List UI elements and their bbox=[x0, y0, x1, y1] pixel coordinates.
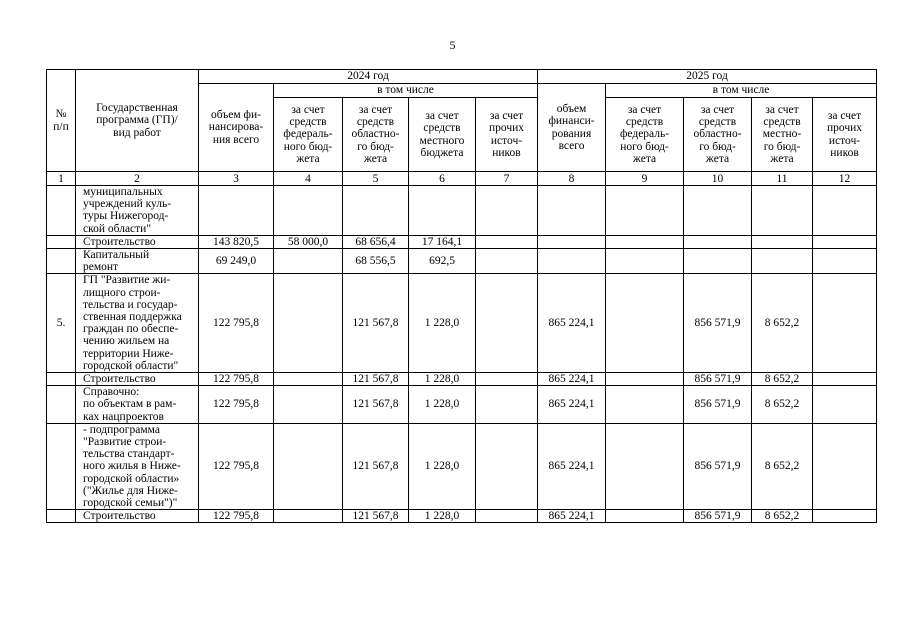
cell-total-2024 bbox=[199, 186, 274, 236]
cell-federal-2025 bbox=[606, 386, 684, 424]
cell-other-2024 bbox=[476, 235, 538, 248]
cell-local-2024: 1 228,0 bbox=[409, 510, 476, 523]
cell-total-2025: 865 224,1 bbox=[538, 274, 606, 373]
row-number bbox=[47, 249, 76, 274]
cell-local-2025: 8 652,2 bbox=[752, 274, 813, 373]
cell-total-2024: 122 795,8 bbox=[199, 274, 274, 373]
cell-local-2025: 8 652,2 bbox=[752, 373, 813, 386]
cell-regional-2024 bbox=[343, 186, 409, 236]
column-number: 7 bbox=[476, 172, 538, 186]
header-federal-2024: за счет средств федераль- ного бюд- жета bbox=[274, 98, 343, 172]
cell-regional-2025 bbox=[684, 235, 752, 248]
cell-regional-2025: 856 571,9 bbox=[684, 373, 752, 386]
column-number: 8 bbox=[538, 172, 606, 186]
cell-other-2025 bbox=[813, 510, 877, 523]
cell-local-2025 bbox=[752, 249, 813, 274]
cell-local-2025 bbox=[752, 235, 813, 248]
cell-local-2024 bbox=[409, 186, 476, 236]
cell-federal-2024 bbox=[274, 274, 343, 373]
column-number: 6 bbox=[409, 172, 476, 186]
cell-total-2025: 865 224,1 bbox=[538, 373, 606, 386]
header-federal-2025: за счет средств федераль- ного бюд- жета bbox=[606, 98, 684, 172]
row-name: Справочно: по объектам в рам- ках нацпроектов bbox=[76, 386, 199, 424]
cell-other-2025 bbox=[813, 386, 877, 424]
cell-local-2024: 1 228,0 bbox=[409, 373, 476, 386]
cell-other-2024 bbox=[476, 386, 538, 424]
row-number bbox=[47, 423, 76, 509]
cell-regional-2024: 68 556,5 bbox=[343, 249, 409, 274]
cell-federal-2024 bbox=[274, 373, 343, 386]
page-number: 5 bbox=[449, 38, 456, 52]
cell-federal-2024: 58 000,0 bbox=[274, 235, 343, 248]
cell-local-2024: 1 228,0 bbox=[409, 423, 476, 509]
table-row bbox=[47, 510, 877, 523]
cell-other-2024 bbox=[476, 510, 538, 523]
cell-federal-2025 bbox=[606, 423, 684, 509]
cell-federal-2024 bbox=[274, 186, 343, 236]
cell-total-2025: 865 224,1 bbox=[538, 423, 606, 509]
header-other-2024: за счет прочих источ- ников bbox=[476, 98, 538, 172]
cell-other-2025 bbox=[813, 186, 877, 236]
cell-regional-2024: 121 567,8 bbox=[343, 423, 409, 509]
cell-total-2024: 122 795,8 bbox=[199, 373, 274, 386]
cell-regional-2025: 856 571,9 bbox=[684, 423, 752, 509]
column-number: 11 bbox=[752, 172, 813, 186]
header-total-2025: объем финанси- рования всего bbox=[538, 84, 606, 172]
cell-local-2024: 1 228,0 bbox=[409, 386, 476, 424]
cell-other-2024 bbox=[476, 186, 538, 236]
cell-other-2024 bbox=[476, 423, 538, 509]
cell-total-2024: 143 820,5 bbox=[199, 235, 274, 248]
header-local-2024: за счет средств местного бюджета bbox=[409, 98, 476, 172]
cell-total-2025 bbox=[538, 235, 606, 248]
cell-local-2024: 17 164,1 bbox=[409, 235, 476, 248]
header-year-2024: 2024 год bbox=[199, 70, 538, 84]
cell-regional-2025: 856 571,9 bbox=[684, 510, 752, 523]
cell-federal-2025 bbox=[606, 373, 684, 386]
row-number bbox=[47, 373, 76, 386]
cell-other-2025 bbox=[813, 423, 877, 509]
header-local-2025: за счет средств местно- го бюд- жета bbox=[752, 98, 813, 172]
cell-regional-2024: 121 567,8 bbox=[343, 386, 409, 424]
row-name: ГП "Развитие жи- лищного строи- тельства и государ- ственная поддержка граждан по обеспе- чению жильем на территории Ниже- городской области" bbox=[76, 274, 199, 373]
header-total-2024: объем фи- нансирова- ния всего bbox=[199, 84, 274, 172]
cell-total-2025 bbox=[538, 249, 606, 274]
cell-other-2025 bbox=[813, 235, 877, 248]
cell-federal-2025 bbox=[606, 249, 684, 274]
cell-federal-2024 bbox=[274, 249, 343, 274]
cell-total-2024: 122 795,8 bbox=[199, 510, 274, 523]
cell-regional-2024: 121 567,8 bbox=[343, 510, 409, 523]
cell-regional-2024: 121 567,8 bbox=[343, 274, 409, 373]
cell-regional-2025: 856 571,9 bbox=[684, 386, 752, 424]
table-row bbox=[47, 249, 877, 274]
cell-regional-2025: 856 571,9 bbox=[684, 274, 752, 373]
column-number: 10 bbox=[684, 172, 752, 186]
row-name: Строительство bbox=[76, 373, 199, 386]
cell-federal-2025 bbox=[606, 186, 684, 236]
header-including-2025: в том числе bbox=[606, 84, 877, 98]
header-regional-2024: за счет средств областно- го бюд- жета bbox=[343, 98, 409, 172]
header-including-2024: в том числе bbox=[274, 84, 538, 98]
cell-local-2024: 692,5 bbox=[409, 249, 476, 274]
cell-federal-2025 bbox=[606, 510, 684, 523]
table-row bbox=[47, 423, 877, 509]
column-number-row bbox=[47, 172, 877, 186]
row-number bbox=[47, 386, 76, 424]
cell-local-2025: 8 652,2 bbox=[752, 386, 813, 424]
cell-regional-2024: 68 656,4 bbox=[343, 235, 409, 248]
cell-local-2025: 8 652,2 bbox=[752, 510, 813, 523]
row-name: Строительство bbox=[76, 235, 199, 248]
cell-other-2024 bbox=[476, 373, 538, 386]
cell-total-2025: 865 224,1 bbox=[538, 510, 606, 523]
row-number bbox=[47, 186, 76, 236]
column-number: 5 bbox=[343, 172, 409, 186]
financing-table bbox=[46, 69, 877, 523]
cell-regional-2025 bbox=[684, 249, 752, 274]
table-row bbox=[47, 386, 877, 424]
row-number bbox=[47, 235, 76, 248]
cell-local-2025: 8 652,2 bbox=[752, 423, 813, 509]
cell-total-2024: 122 795,8 bbox=[199, 423, 274, 509]
row-number bbox=[47, 510, 76, 523]
cell-federal-2025 bbox=[606, 235, 684, 248]
cell-other-2024 bbox=[476, 249, 538, 274]
header-regional-2025: за счет средств областно- го бюд- жета bbox=[684, 98, 752, 172]
cell-local-2024: 1 228,0 bbox=[409, 274, 476, 373]
header-number: № п/п bbox=[47, 70, 76, 172]
table-row bbox=[47, 373, 877, 386]
row-name: Капитальный ремонт bbox=[76, 249, 199, 274]
table-row bbox=[47, 274, 877, 373]
header-program: Государственная программа (ГП)/ вид работ bbox=[76, 70, 199, 172]
cell-total-2025 bbox=[538, 186, 606, 236]
header-year-2025: 2025 год bbox=[538, 70, 877, 84]
row-name: - подпрограмма "Развитие строи- тельства стандарт- ного жилья в Ниже- городской области» ("Жилье для Ниже- городской семьи")" bbox=[76, 423, 199, 509]
cell-federal-2024 bbox=[274, 386, 343, 424]
table-row bbox=[47, 186, 877, 236]
cell-other-2025 bbox=[813, 249, 877, 274]
column-number: 12 bbox=[813, 172, 877, 186]
cell-regional-2024: 121 567,8 bbox=[343, 373, 409, 386]
cell-local-2025 bbox=[752, 186, 813, 236]
column-number: 1 bbox=[47, 172, 76, 186]
cell-total-2024: 122 795,8 bbox=[199, 386, 274, 424]
row-number: 5. bbox=[47, 274, 76, 373]
cell-other-2024 bbox=[476, 274, 538, 373]
column-number: 2 bbox=[76, 172, 199, 186]
column-number: 9 bbox=[606, 172, 684, 186]
row-name: муниципальных учреждений куль- туры Нижегород- ской области" bbox=[76, 186, 199, 236]
cell-other-2025 bbox=[813, 274, 877, 373]
cell-total-2024: 69 249,0 bbox=[199, 249, 274, 274]
cell-total-2025: 865 224,1 bbox=[538, 386, 606, 424]
cell-federal-2024 bbox=[274, 510, 343, 523]
table-row bbox=[47, 235, 877, 248]
column-number: 4 bbox=[274, 172, 343, 186]
cell-regional-2025 bbox=[684, 186, 752, 236]
cell-other-2025 bbox=[813, 373, 877, 386]
row-name: Строительство bbox=[76, 510, 199, 523]
header-other-2025: за счет прочих источ- ников bbox=[813, 98, 877, 172]
column-number: 3 bbox=[199, 172, 274, 186]
cell-federal-2024 bbox=[274, 423, 343, 509]
cell-federal-2025 bbox=[606, 274, 684, 373]
